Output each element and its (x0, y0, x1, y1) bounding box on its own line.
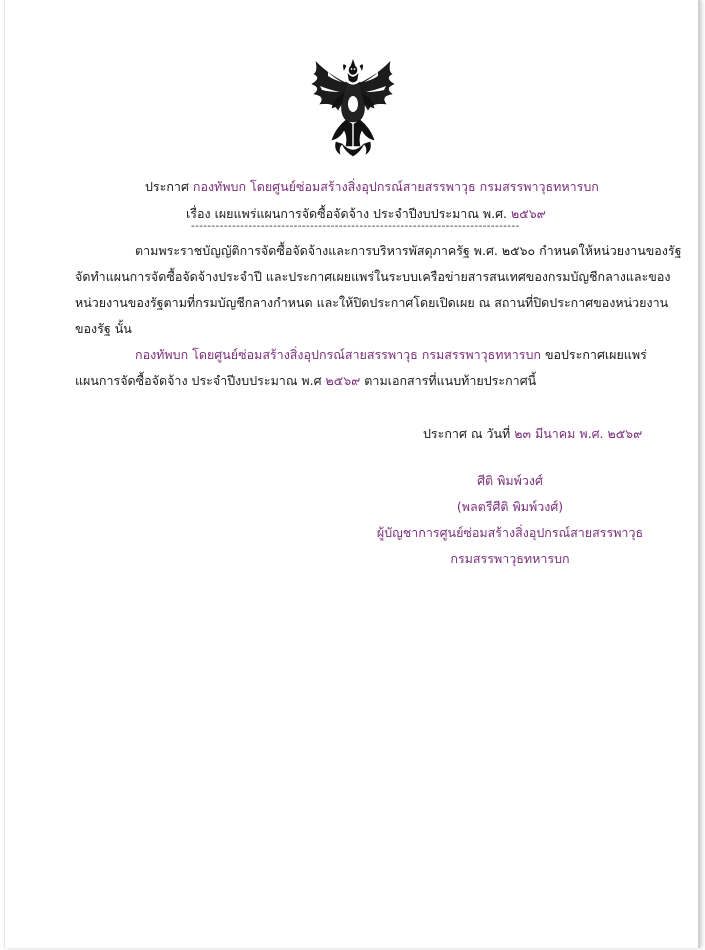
paragraph-1-line-2: จัดทำแผนการจัดซื้อจัดจ้างประจำปี และประกาศเผยแพร่ในระบบเครือข่ายสารสนเทศของกรมบัญชีกลางและของ (75, 269, 671, 284)
subject-text: เรื่อง เผยแพร่แผนการจัดซื้อจัดจ้าง ประจำปีงบประมาณ พ.ศ. (186, 206, 508, 221)
paragraph-1-line-4: ของรัฐ นั้น (75, 321, 132, 336)
divider-line: -------------------------------------------------------------------------------- (191, 222, 520, 232)
announcement-subject (186, 205, 546, 223)
signed-name: ศีติ พิมพ์วงศ์ (477, 473, 543, 488)
announcement-date-value: ๒๓ มีนาคม พ.ศ. ๒๕๖๙ (514, 426, 643, 441)
paragraph-1 (75, 238, 682, 342)
signer-position-line-1: ผู้บัญชาการศูนย์ซ่อมสร้างสิ่งอุปกรณ์สายสรรพาวุธ (376, 525, 644, 540)
paragraph-2-line-2-prefix: แผนการจัดซื้อจัดจ้าง ประจำปีงบประมาณ พ.ศ (75, 373, 322, 388)
paragraph-2-line-1 (75, 342, 647, 368)
paragraph-1-line-1: ตามพระราชบัญญัติการจัดซื้อจัดจ้างและการบริหารพัสดุภาครัฐ พ.ศ. ๒๕๖๐ กำหนดให้หน่วยงานของรัฐ (135, 243, 682, 258)
subject-year: ๒๕๖๙ (511, 206, 546, 221)
title-organization: กองทัพบก โดยศูนย์ซ่อมสร้างสิ่งอุปกรณ์สายสรรพาวุธ กรมสรรพาวุธทหารบก (192, 179, 599, 194)
paragraph-2-line-2-rest: ตามเอกสารที่แนบท้ายประกาศนี้ (360, 373, 537, 388)
title-prefix: ประกาศ (145, 179, 189, 194)
paragraph-2-line-1-rest: ขอประกาศเผยแพร่ (540, 347, 647, 362)
paragraph-2-year: ๒๕๖๙ (325, 373, 361, 388)
paragraph-2 (75, 342, 647, 394)
paragraph-2-organization: กองทัพบก โดยศูนย์ซ่อมสร้างสิ่งอุปกรณ์สายสรรพาวุธ กรมสรรพาวุธทหารบก (135, 347, 541, 362)
signature-block (365, 468, 655, 572)
paragraph-2-line-2 (75, 368, 647, 394)
signer-position-line-2: กรมสรรพาวุธทหารบก (450, 551, 570, 566)
announcement-date (423, 425, 642, 443)
announcement-title (145, 178, 599, 196)
garuda-emblem-icon (308, 58, 398, 158)
announcement-date-prefix: ประกาศ ณ วันที่ (423, 426, 511, 441)
document-page (4, 0, 700, 948)
paragraph-1-line-3: หน่วยงานของรัฐตามที่กรมบัญชีกลางกำหนด และให้ปิดประกาศโดยเปิดเผย ณ สถานที่ปิดประกาศของหน่วยงาน (75, 295, 669, 310)
signer-full-name: (พลตรีศีติ พิมพ์วงศ์) (456, 499, 564, 514)
